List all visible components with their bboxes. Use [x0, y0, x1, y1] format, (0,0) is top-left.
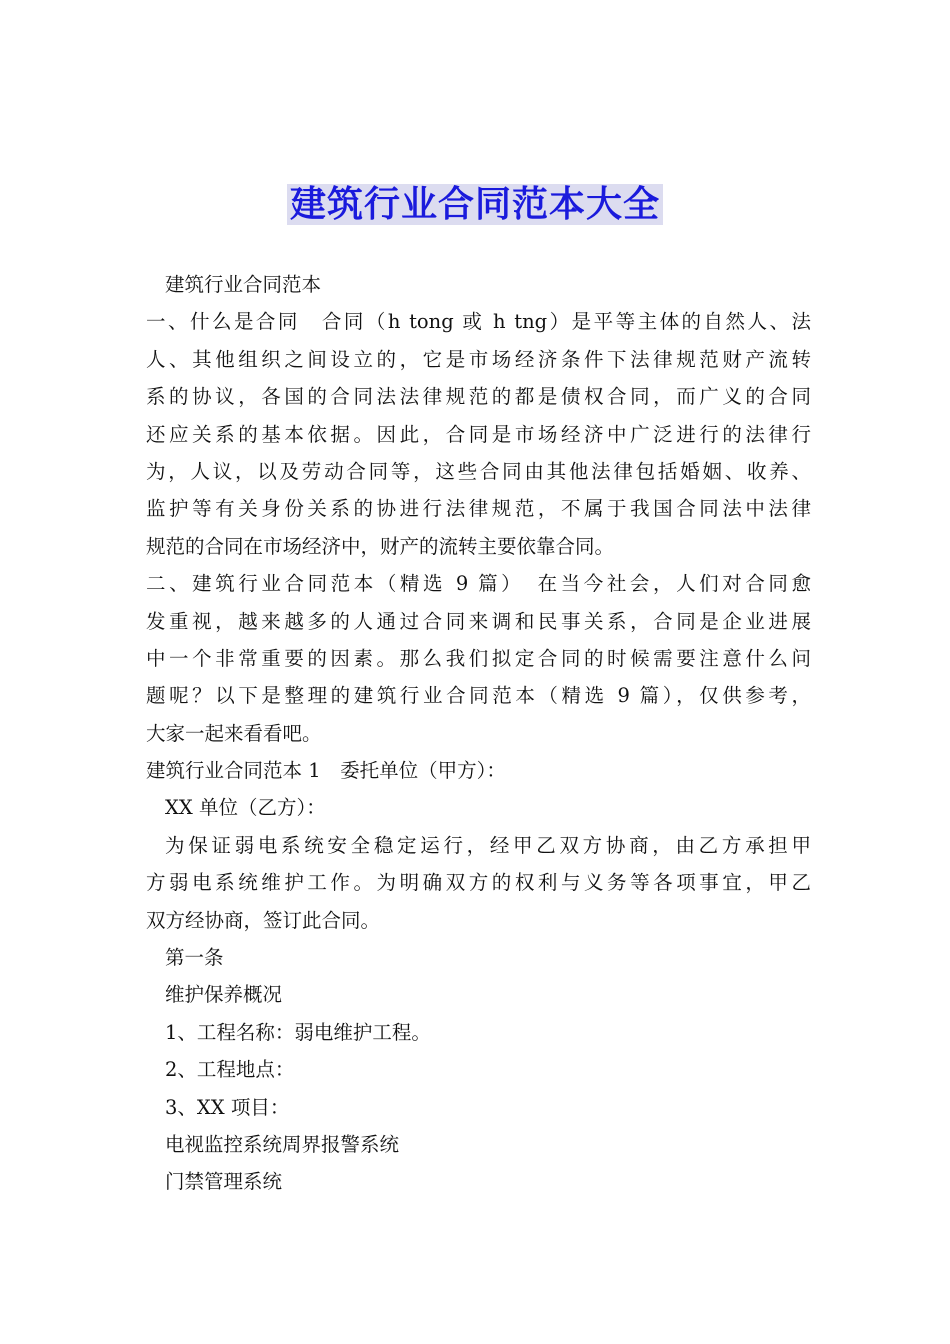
text-line: 电视监控系统周界报警系统 — [165, 1132, 400, 1156]
text-line: 第一条 — [165, 946, 224, 970]
text-line: 1、工程名称：弱电维护工程。 — [165, 1020, 431, 1044]
text-line: 方弱电系统维护工作。为明确双方的权利与义务等各项事宜，甲乙 — [146, 871, 811, 895]
text-line: 3、XX 项目： — [165, 1095, 290, 1119]
text-line: 人、其他组织之间设立的，它是市场经济条件下法律规范财产流转 — [146, 347, 811, 371]
text-line: 建筑行业合同范本 1 委托单位（甲方）： — [146, 759, 506, 783]
text-line: 发重视，越来越多的人通过合同来调和民事关系，合同是企业进展 — [146, 609, 811, 633]
text-line: 门禁管理系统 — [165, 1170, 283, 1194]
document-title-wrap — [0, 176, 950, 227]
text-line: 还应关系的基本依据。因此，合同是市场经济中广泛进行的法律行 — [146, 422, 811, 446]
document-title: 建筑行业合同范本大全 — [287, 184, 663, 225]
text-line: 二、建筑行业合同范本（精选 9 篇） 在当今社会，人们对合同愈 — [146, 572, 811, 596]
text-line: 2、工程地点： — [165, 1058, 295, 1082]
document-body — [146, 266, 811, 1201]
text-line: 中一个非常重要的因素。那么我们拟定合同的时候需要注意什么问 — [146, 646, 811, 670]
text-line: 监护等有关身份关系的协进行法律规范，不属于我国合同法中法律 — [146, 497, 811, 521]
text-line: XX 单位（乙方）： — [165, 796, 326, 820]
text-line: 题呢？以下是整理的建筑行业合同范本（精选 9 篇），仅供参考， — [146, 684, 811, 708]
text-line: 为，人议，以及劳动合同等，这些合同由其他法律包括婚姻、收养、 — [146, 459, 811, 483]
text-line: 建筑行业合同范本 — [165, 273, 322, 296]
text-line: 规范的合同在市场经济中，财产的流转主要依靠合同。 — [146, 534, 615, 558]
text-line: 大家一起来看看吧。 — [146, 721, 322, 745]
text-line: 维护保养概况 — [165, 983, 283, 1007]
text-line: 一、什么是合同 合同（h tong 或 h tng）是平等主体的自然人、法 — [146, 310, 811, 334]
text-line: 双方经协商，签订此合同。 — [146, 908, 381, 932]
text-line: 为保证弱电系统安全稳定运行，经甲乙双方协商，由乙方承担甲 — [165, 833, 811, 857]
text-line: 系的协议，各国的合同法法律规范的都是债权合同，而广义的合同 — [146, 385, 811, 409]
